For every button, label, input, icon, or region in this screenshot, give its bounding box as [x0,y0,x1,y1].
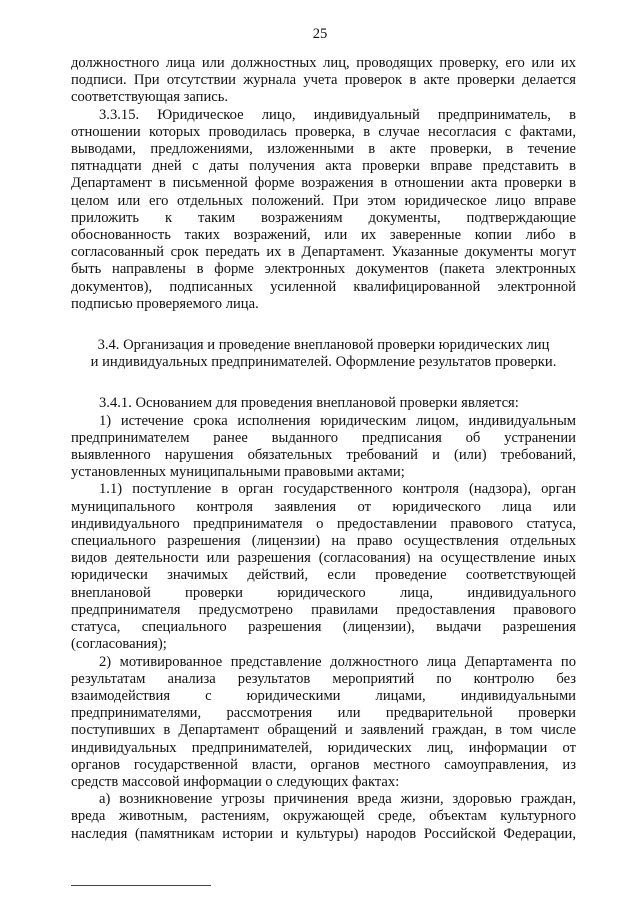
text-line: результатам анализа результатов мероприятий по контролю без [71,670,576,687]
text-line: предпринимателем ранее выданного предписания об устранении [71,429,576,446]
heading-line: 3.4. Организация и проведение внеплановой проверки юридических лиц [97,337,550,354]
text-line: быть направлены в форме электронных документов (пакета электронных [71,261,576,278]
paragraph-item-a [71,791,576,843]
text-line: соответствующая запись. [71,89,229,106]
text-line: наследия (памятникам истории и культуры) народов Российской Федерации, [71,825,576,842]
paragraph-item-1 [71,413,576,482]
text-line: 2) мотивированное представление должностного лица Департамента по [99,653,576,670]
text-line: поступивших в Департамент обращений и заявлений граждан, в том числе [71,722,576,739]
heading-line: и индивидуальных предпринимателей. Оформление результатов проверки. [90,354,557,371]
text-line: а) возникновение угрозы причинения вреда жизни, здоровью граждан, [99,791,576,808]
text-line: индивидуального предпринимателя о предоставлении правового статуса, [71,515,576,532]
text-line: выявленного нарушения обязательных требований и (или) требований, [71,447,576,464]
text-line: предпринимателя предусмотрено правилами предоставления правового [71,601,576,618]
page-number: 25 [312,26,328,42]
text-line: отношении которых проводилась проверка, в случае несогласия с фактами, [71,123,576,140]
text-line: должностного лица или должностных лиц, проводящих проверку, его или их [71,55,576,71]
text-line: приложить к таким возражениям документы, подтверждающие [71,209,576,226]
text-line: юридически значимых действий, если проведение соответствующей [71,567,576,584]
text-line: (согласования); [71,636,167,653]
paragraph-3-4-1 [71,395,576,412]
text-line: подписью проверяемого лица. [71,295,259,312]
text-line: вреда животным, растениям, окружающей среде, объектам культурного [71,808,576,825]
text-line: видов деятельности или разрешения (согласования) на осуществление иных [71,550,576,567]
document-body [71,55,576,843]
text-line: муниципального контроля заявления от юридического лица или [71,498,576,515]
paragraph-item-1-1 [71,481,576,653]
text-line: 1.1) поступление в орган государственного контроля (надзора), орган [99,481,576,498]
text-line: установленных муниципальными правовыми актами; [71,464,405,481]
text-line: индивидуальных предпринимателей, юридических лиц, информации от [71,739,576,756]
text-line: обоснованность таких возражений, или их заверенные копии либо в [71,227,576,244]
text-line: 3.3.15. Юридическое лицо, индивидуальный предприниматель, в [99,106,576,123]
text-line: подписи. При отсутствии журнала учета проверок в акте проверки делается [71,72,576,89]
text-line: пятнадцати дней с даты получения акта проверки вправе представить в [71,158,576,175]
text-line: предпринимателями, рассмотрения или предварительной проверки [71,705,576,722]
footnote-separator [71,885,211,886]
text-line: статуса, специального разрешения (лицензии), выдачи разрешения [71,619,576,636]
paragraph-item-2 [71,654,576,792]
text-line: документов), подписанных усиленной квалифицированной электронной [71,278,576,295]
text-line: 1) истечение срока исполнения юридическим лицом, индивидуальным [99,412,576,429]
text-line: согласованный срок передать их в Департамент. Указанные документы могут [71,244,576,261]
text-line: средств массовой информации о следующих фактах: [71,773,400,790]
section-heading-3-4 [71,337,576,371]
paragraph-signatures [71,55,576,107]
text-line: Департамент в письменной форме возражения в отношении акта проверки в [71,175,576,192]
text-line: специального разрешения (лицензии) на право осуществления отдельных [71,533,576,550]
text-line: целом или его отдельных положений. При этом юридическое лицо вправе [71,192,576,209]
paragraph-3-3-15 [71,107,576,313]
text-line: органов государственной власти, органов местного самоуправления, из [71,756,576,773]
text-line: выводами, предложениями, изложенными в акте проверки, в течение [71,141,576,158]
text-line: 3.4.1. Основанием для проведения внеплановой проверки является: [99,395,519,412]
text-line: взаимодействия с юридическими лицами, индивидуальными [71,687,576,704]
text-line: внеплановой проверки юридического лица, индивидуального [71,584,576,601]
